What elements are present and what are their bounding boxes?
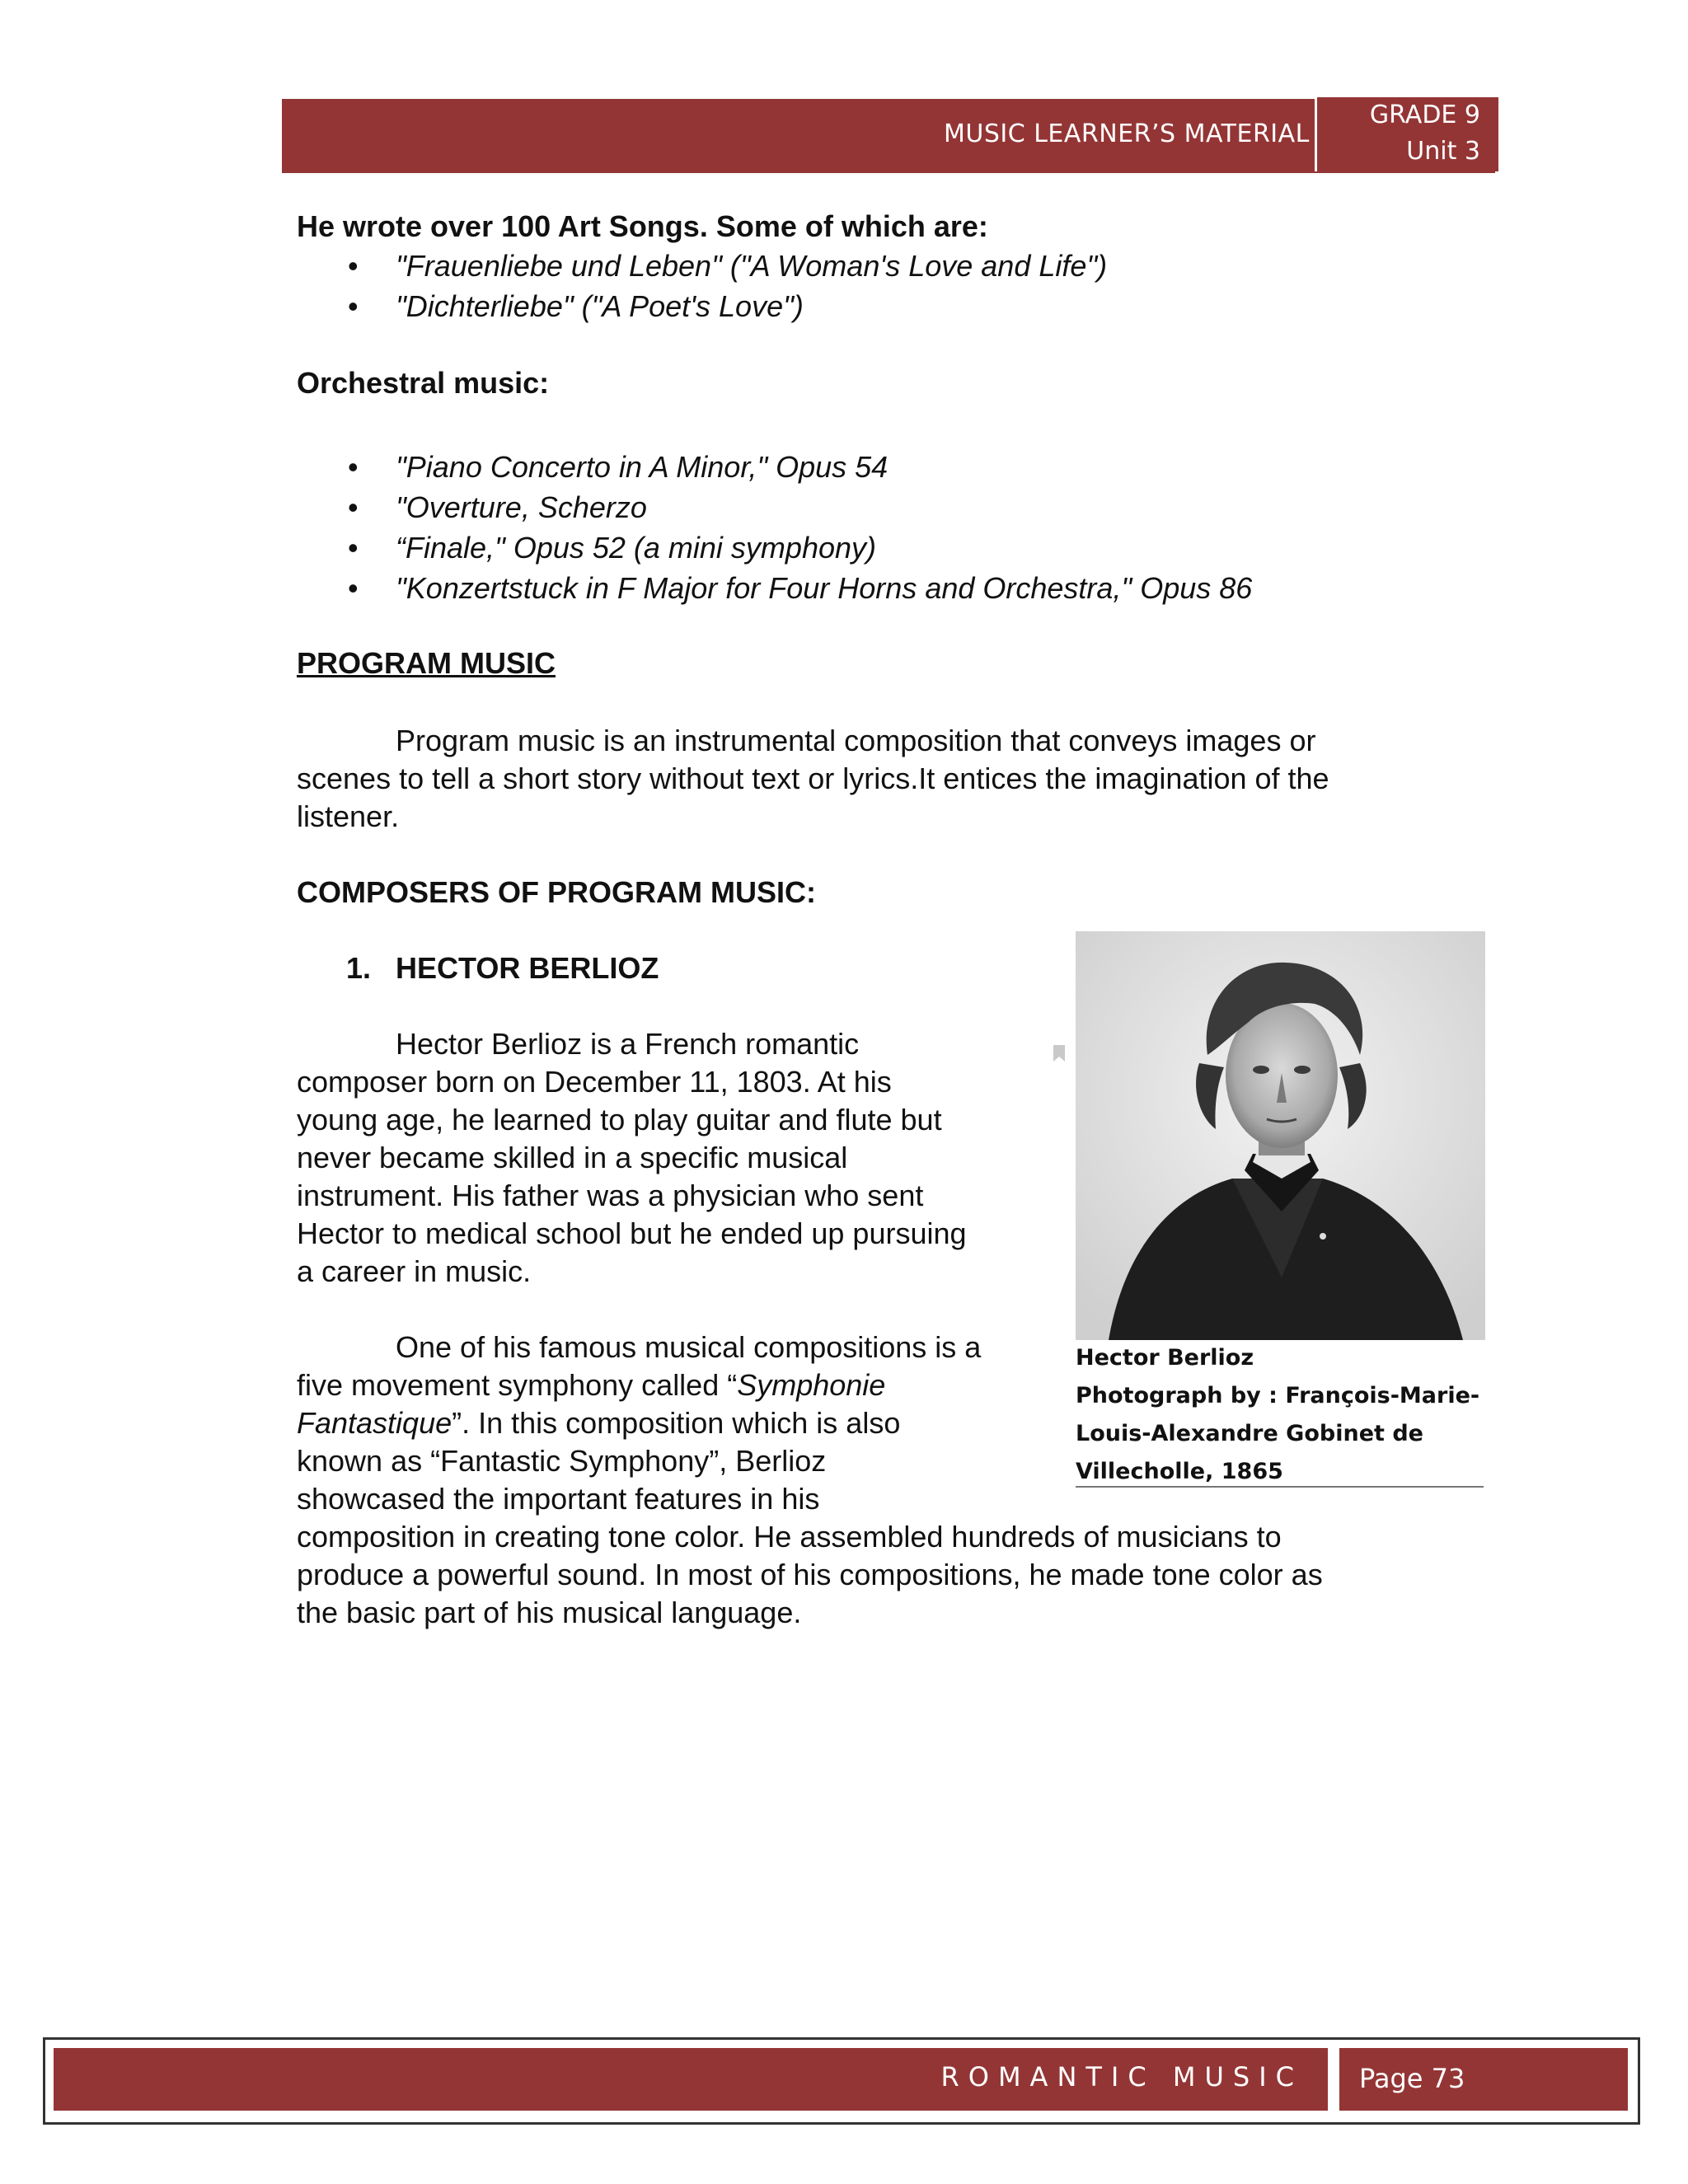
paragraph-line: never became skilled in a specific musical (297, 1141, 848, 1174)
list-item: • "Piano Concerto in A Minor," Opus 54 (297, 447, 1252, 487)
header-grade: GRADE 9 (1369, 101, 1480, 129)
paragraph-line: instrument. His father was a physician who sent (297, 1179, 924, 1212)
list-item: • "Dichterliebe" ("A Poet's Love") (297, 286, 1107, 326)
caption-line: Hector Berlioz (1076, 1345, 1254, 1371)
composer-number: 1. (346, 951, 372, 985)
header-grade-box (1315, 97, 1498, 171)
berlioz-paragraph-1 (297, 1025, 1055, 1291)
composer-name: HECTOR BERLIOZ (396, 951, 659, 985)
paragraph-line: listener. (297, 799, 400, 833)
text-run: five movement symphony called “ (297, 1368, 738, 1402)
caption-line: Villecholle, 1865 (1076, 1459, 1283, 1484)
footer-section-bar (54, 2048, 1328, 2111)
caption-line: Louis-Alexandre Gobinet de (1076, 1421, 1423, 1446)
list-item: • "Konzertstuck in F Major for Four Horns and Orchestra," Opus 86 (297, 568, 1252, 608)
orchestral-heading: Orchestral music: (297, 366, 550, 400)
program-music-paragraph (297, 722, 1500, 836)
orchestral-list (297, 447, 1252, 608)
art-songs-list (297, 246, 1107, 326)
list-item: • “Finale," Opus 52 (a mini symphony) (297, 527, 1252, 568)
paragraph-line: the basic part of his musical language. (297, 1596, 802, 1629)
art-songs-heading: He wrote over 100 Art Songs. Some of which are: (297, 209, 988, 243)
symphonie-title: Symphonie (737, 1368, 886, 1402)
fantastique-title: Fantastique (297, 1406, 452, 1440)
paragraph-line: Hector Berlioz is a French romantic (396, 1027, 860, 1061)
page-number: Page 73 (1359, 2063, 1465, 2094)
photo-caption (1076, 1339, 1484, 1488)
header-title: MUSIC LEARNER’S MATERIAL (944, 120, 1310, 148)
paragraph-line: scenes to tell a short story without text or lyrics.It entices the imagination of the (297, 762, 1329, 795)
paragraph-line: composer born on December 11, 1803. At his (297, 1065, 892, 1099)
list-item: • "Overture, Scherzo (297, 487, 1252, 527)
paragraph-line: One of his famous musical compositions is a (396, 1330, 982, 1364)
caption-line: Photograph by : François-Marie- (1076, 1383, 1480, 1408)
footer-section-title: ROMANTIC MUSIC (940, 2061, 1303, 2093)
footer-page-box (1339, 2048, 1628, 2111)
berlioz-photo (1076, 931, 1485, 1340)
paragraph-line: produce a powerful sound. In most of his compositions, he made tone color as (297, 1558, 1323, 1591)
paragraph-line: young age, he learned to play guitar and flute but (297, 1103, 942, 1137)
page-header (282, 99, 1495, 173)
list-item: • "Frauenliebe und Leben" ("A Woman's Love and Life") (297, 246, 1107, 286)
program-music-heading: PROGRAM MUSIC (297, 646, 556, 680)
paragraph-line: a career in music. (297, 1254, 532, 1288)
header-unit: Unit 3 (1406, 137, 1480, 166)
portrait-image (1076, 931, 1485, 1340)
paragraph-line: Program music is an instrumental composition that conveys images or (396, 724, 1316, 757)
text-run: ”. In this composition which is also (452, 1406, 901, 1440)
paragraph-line: showcased the important features in his (297, 1482, 820, 1516)
composers-heading: COMPOSERS OF PROGRAM MUSIC: (297, 875, 817, 909)
paragraph-line: composition in creating tone color. He assembled hundreds of musicians to (297, 1520, 1282, 1554)
bookmark-icon (1052, 1043, 1067, 1063)
page-footer (43, 2037, 1640, 2125)
paragraph-line: Hector to medical school but he ended up pursuing (297, 1216, 967, 1250)
paragraph-line: known as “Fantastic Symphony”, Berlioz (297, 1444, 827, 1478)
